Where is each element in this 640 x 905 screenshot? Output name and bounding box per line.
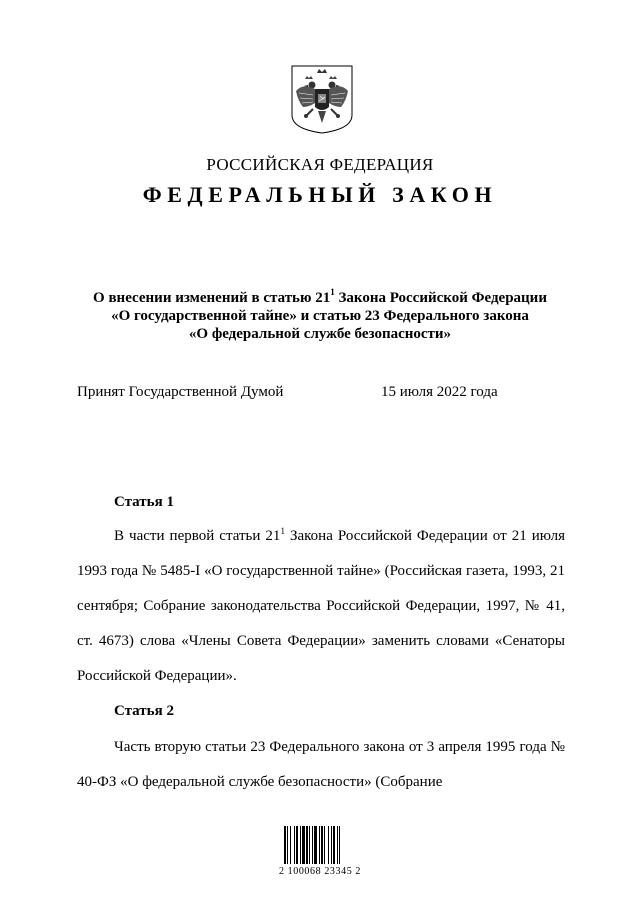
law-title-line-1-a: О внесении изменений в статью 21 bbox=[93, 290, 331, 306]
coat-of-arms-icon bbox=[289, 63, 355, 135]
article-1-text-b: Закона Российской Федерации от 21 июля 1993 года № 5485-I «О государственной тайне» (Российская газета, 1993, 21 сентября; Собрание законодательства Российской Федерации, 1997, № 41, ст. 4673) слова «Члены Совета Федерации» заменить словами «Сенаторы Российской Федерации». bbox=[77, 528, 565, 684]
article-2-text: Часть вторую статьи 23 Федерального закона от 3 апреля 1995 года № 40-ФЗ «О федеральной службе безопасности» (Собрание bbox=[77, 739, 565, 790]
barcode-number: 2 100068 23345 2 bbox=[278, 866, 362, 877]
law-title bbox=[60, 284, 580, 343]
law-title-line-1-b: Закона Российской Федерации bbox=[334, 290, 547, 306]
barcode-icon bbox=[282, 818, 360, 868]
country-heading: РОССИЙСКАЯ ФЕДЕРАЦИЯ bbox=[206, 155, 434, 174]
article-1-text-a: В части первой статьи 21 bbox=[114, 528, 281, 544]
document-type-heading: ФЕДЕРАЛЬНЫЙ ЗАКОН bbox=[142, 182, 498, 207]
law-title-line-1 bbox=[60, 284, 580, 307]
article-1-text bbox=[77, 519, 565, 694]
adoption-date: 15 июля 2022 года bbox=[381, 384, 498, 400]
law-title-line-2: «О государственной тайне» и статью 23 Федерального закона bbox=[111, 308, 529, 324]
adoption-label: Принят Государственной Думой bbox=[77, 384, 284, 400]
article-1-heading: Статья 1 bbox=[114, 494, 174, 510]
law-title-line-3: «О федеральной службе безопасности» bbox=[188, 326, 452, 342]
law-title-superscript: 1 bbox=[330, 287, 335, 297]
article-1-superscript: 1 bbox=[280, 526, 285, 536]
article-2-heading: Статья 2 bbox=[114, 703, 174, 719]
